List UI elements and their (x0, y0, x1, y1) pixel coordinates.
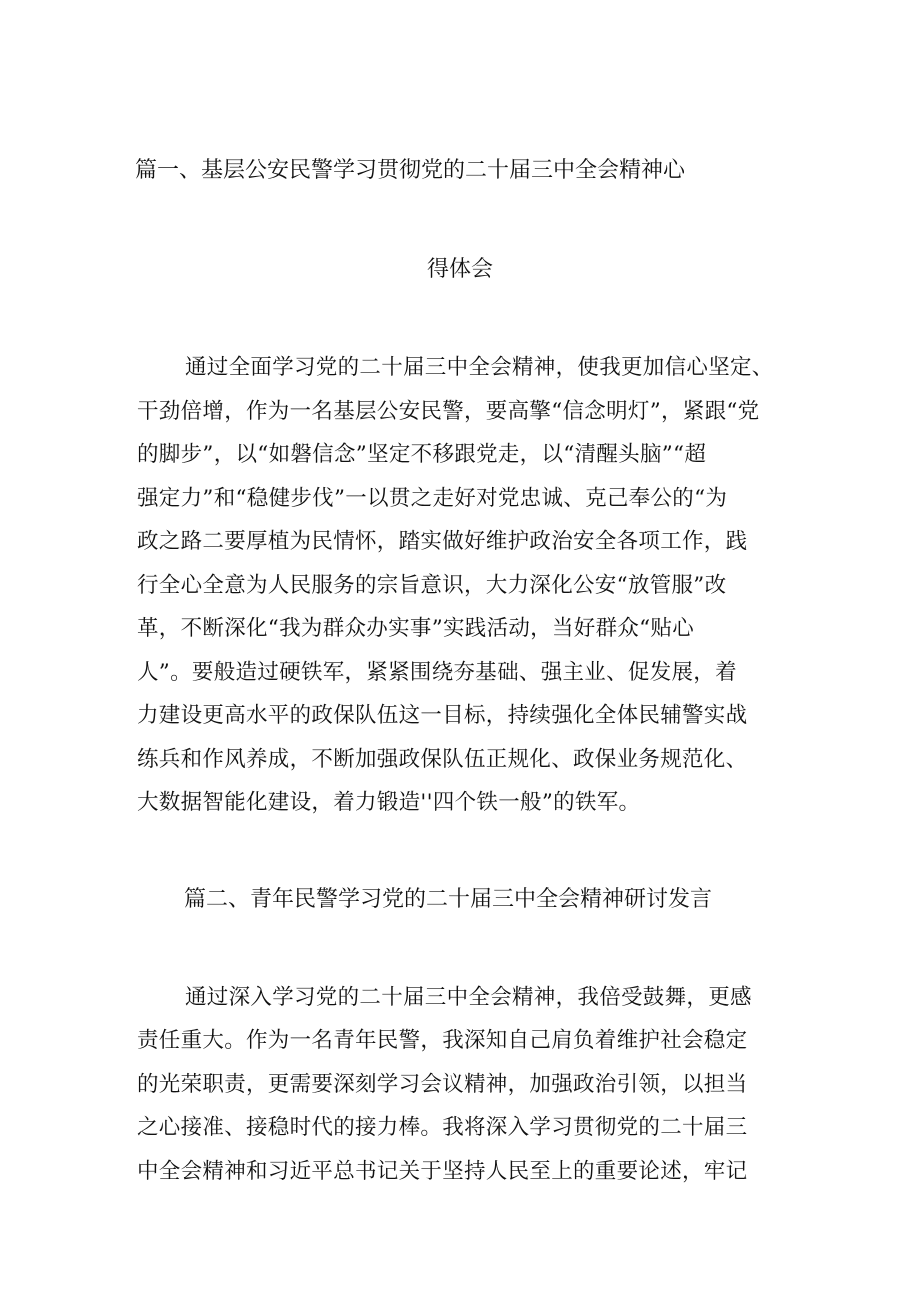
section2-line-3: 的光荣职责，更需要深刻学习会议精神，加强政治引领，以担当 (137, 1072, 748, 1097)
section1-title-line2: 得体会 (427, 257, 494, 282)
section1-line-11: 大数据智能化建设，着力锻造''四个铁一般”的铁军。 (137, 790, 641, 815)
section1-line-5: 政之路二要厚植为民情怀，踏实做好维护政治安全各项工作，践 (137, 529, 748, 554)
section2-line-2: 责任重大。作为一名青年民警，我深知自己肩负着维护社会稳定 (137, 1028, 748, 1053)
section1-line-1: 通过全面学习党的二十届三中全会精神，使我更加信心坚定、 (185, 355, 774, 380)
section2-line-5: 中全会精神和习近平总书记关于坚持人民至上的重要论述，牢记 (137, 1159, 748, 1184)
section1-line-10: 练兵和作风养成，不断加强政保队伍正规化、政保业务规范化、 (137, 747, 748, 772)
section1-title-line1: 篇一、基层公安民警学习贯彻党的二十届三中全会精神心 (135, 158, 686, 183)
section1-line-9: 力建设更高水平的政保队伍这一目标，持续强化全体民辅警实战 (137, 703, 748, 728)
section1-line-7: 革，不断深化“我为群众办实事”实践活动，当好群众“贴心 (137, 616, 695, 641)
section1-line-2: 干劲倍增，作为一名基层公安民警，要高擎“信念明灯”，紧跟“党 (137, 399, 760, 424)
section1-line-8: 人”。要般造过硬铁军，紧紧围绕夯基础、强主业、促发展，着 (137, 660, 737, 685)
section1-line-4: 强定力”和“稳健步伐”一以贯之走好对党忠诚、克己奉公的“为 (137, 486, 728, 511)
section1-line-3: 的脚步”，以“如磐信念”坚定不移跟党走，以“清醒头脑”“超 (137, 442, 707, 467)
section2-line-1: 通过深入学习党的二十届三中全会精神，我倍受鼓舞，更感 (185, 985, 752, 1010)
section2-line-4: 之心接准、接稳时代的接力棒。我将深入学习贯彻党的二十届三 (137, 1115, 748, 1140)
section1-line-6: 行全心全意为人民服务的宗旨意识，大力深化公安“放管服”改 (137, 573, 727, 598)
section2-title: 篇二、青年民警学习党的二十届三中全会精神研讨发言 (184, 887, 713, 912)
